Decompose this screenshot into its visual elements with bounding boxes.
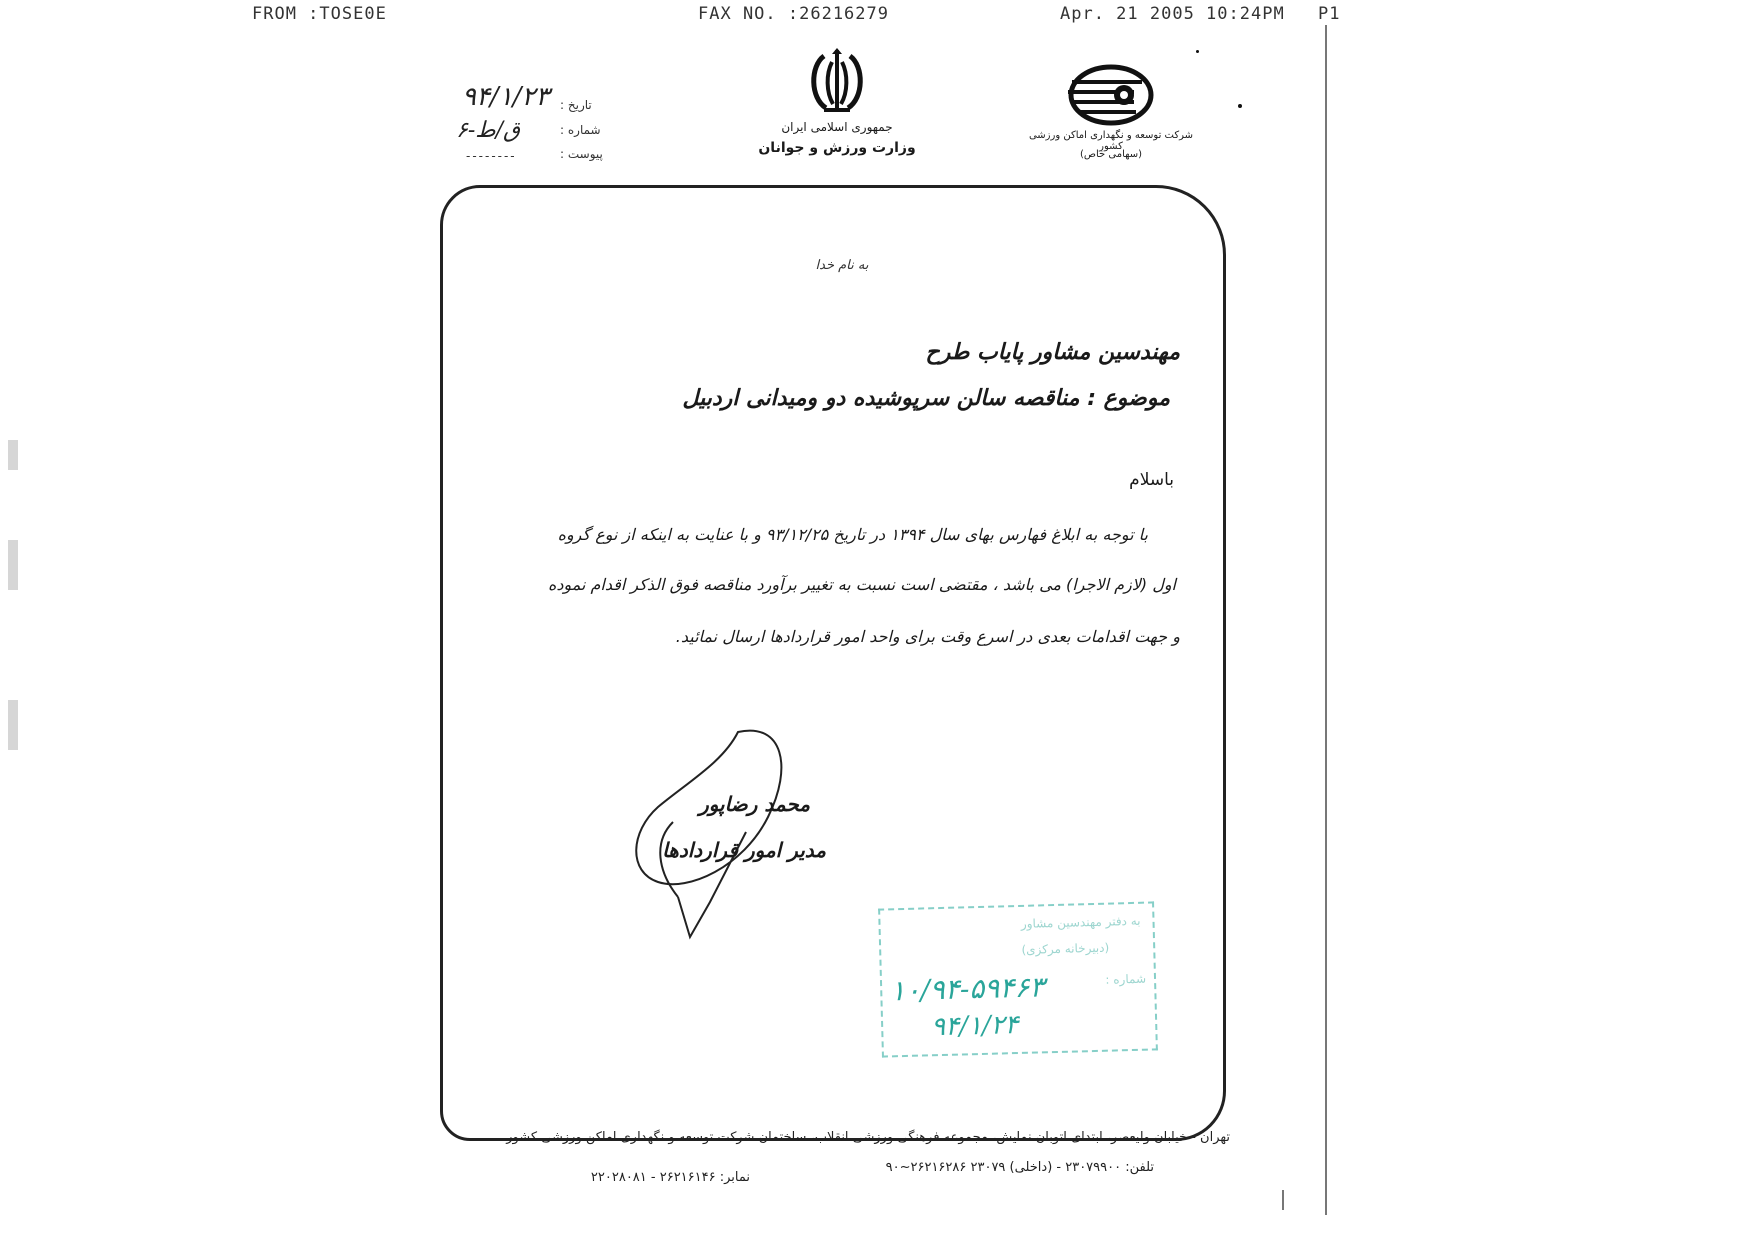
stamp-number: ۱۰/۹۴-۵۹۴۶۳ xyxy=(889,970,1045,1008)
number-label: شماره : xyxy=(560,123,601,137)
attachment-value: -------- xyxy=(466,149,517,163)
fax-edge-line xyxy=(1325,25,1327,1215)
recipient: مهندسین مشاور پایاب طرح xyxy=(925,340,1180,365)
greeting: باسلام xyxy=(1129,470,1174,490)
body-line-1: با توجه به ابلاغ فهارس بهای سال ۱۳۹۴ در تاریخ ۹۳/۱۲/۲۵ و با عنایت به اینکه از نوع گروه xyxy=(557,525,1148,544)
scan-artifact xyxy=(8,540,18,590)
signer-title: مدیر امور قراردادها xyxy=(662,838,826,862)
body-line-2: اول (لازم الاجرا) می باشد ، مقتضی است نسبت به تغییر برآورد مناقصه فوق الذکر اقدام نموده xyxy=(547,575,1176,594)
receipt-stamp xyxy=(878,901,1158,1057)
fax-number: FAX NO. :26216279 xyxy=(698,4,889,24)
subject: موضوع : مناقصه سالن سرپوشیده دو ومیدانی اردبیل xyxy=(682,386,1170,411)
fax-edge-line-small xyxy=(1282,1190,1284,1210)
signature xyxy=(618,722,808,947)
stamp-number-label: شماره : xyxy=(1105,971,1147,987)
stamp-date: ۹۴/۱/۲۴ xyxy=(930,1010,1019,1043)
scan-artifact xyxy=(8,700,18,750)
signer-name: محمد رضاپور xyxy=(699,792,810,816)
footer-fax: نمابر: ۲۶۲۱۶۱۴۶ - ۲۲۰۲۸۰۸۱ xyxy=(590,1170,750,1185)
body-line-3: و جهت اقدامات بعدی در اسرع وقت برای واحد امور قراردادها ارسال نمائید. xyxy=(675,627,1180,646)
attachment-label: پیوست : xyxy=(560,147,603,161)
fax-datetime: Apr. 21 2005 10:24PM xyxy=(1060,4,1285,24)
number-handwritten: ۶-ق/ط xyxy=(456,118,521,143)
stamp-line1: به دفتر مهندسین مشاور xyxy=(1020,913,1141,931)
date-handwritten: ۹۴/۱/۲۳ xyxy=(462,82,550,112)
company-logo-icon xyxy=(1068,64,1154,126)
iran-emblem-icon xyxy=(802,46,872,118)
fax-page-number: P1 xyxy=(1318,4,1341,24)
stray-dot xyxy=(1196,50,1199,53)
company-type: (سهامی خاص) xyxy=(1079,149,1143,160)
fax-from: FROM :TOSE0E xyxy=(252,4,387,24)
footer-address: تهران - خیابان ولیعصر، ابتدای اتوبان نمایش، مجموعه فرهنگی ورزشی انقلاب، ساختمان شرکت توسعه و نگهداری اماکن ورزشی کشور xyxy=(506,1130,1230,1145)
company-name: شرکت توسعه و نگهداری اماکن ورزشی کشور xyxy=(1028,130,1194,152)
stray-dot xyxy=(1238,104,1242,108)
ministry-line1: جمهوری اسلامی ایران xyxy=(781,120,893,134)
invocation: به نام خدا xyxy=(815,258,869,273)
footer-phone: تلفن: ۲۳۰۷۹۹۰۰ - (داخلی) ۲۳۰۷۹ ۲۶۲۱۶۲۸۶~۹۰ xyxy=(885,1160,1154,1175)
date-label: تاریخ : xyxy=(560,98,592,112)
scan-artifact xyxy=(8,440,18,470)
stamp-line2: (دبیرخانه مرکزی) xyxy=(1021,940,1110,957)
ministry-name: وزارت ورزش و جوانان xyxy=(758,140,916,156)
